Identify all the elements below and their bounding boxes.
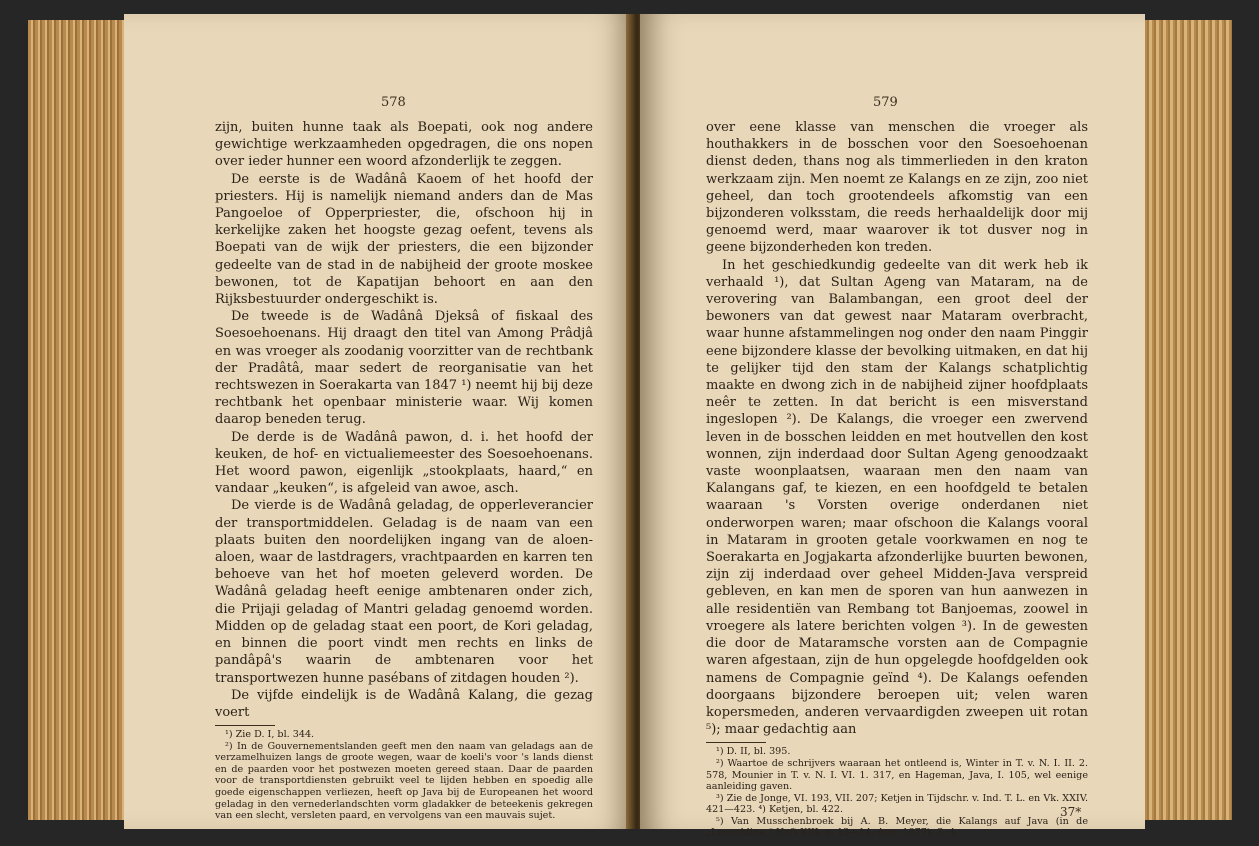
paragraph: De derde is de Wadânâ pawon, d. i. het hoofd der keuken, de hof- en victualiemeester des Soesoehoenans. Het woord pawon, eigenlijk „stookplaats, haard,“ en vandaar „keuken“, is afgeleid van awoe, asch. — [215, 429, 593, 497]
footnote: ⁵) Van Musschenbroek bij A. B. Meyer, die Kalangs auf Java (in de „Leopoldina,“ Heft XIII, n. 13—14, Aug. 1877), S. 4. — [706, 815, 1088, 839]
paragraph: De vierde is de Wadânâ geladag, de opperleverancier der transportmiddelen. Geladag is de naam van een plaats buiten den noordelijken ingang van de aloen-aloen, waar de lastdragers, vrachtpaarden en karren ten behoeve van het hof moeten geleverd worden. De Wadânâ geladag heeft eenige ambtenaren onder zich, die Prijaji geladag of Mantri geladag genoemd worden. Midden op de geladag staat een poort, de Kori geladag, en binnen die poort vindt men rechts en links de pandâpâ's waarin de ambtenaren voor het transportwezen hunne pasébans of zitdagen houden ²). — [215, 498, 593, 686]
footnotes — [215, 729, 593, 822]
page-edges-right — [1142, 20, 1232, 820]
right-text-block — [706, 119, 1088, 839]
paragraph: De vijfde eindelijk is de Wadânâ Kalang, die gezag voert — [215, 687, 593, 720]
page-edges-left — [28, 20, 128, 820]
footnote: ¹) D. II, bl. 395. — [716, 746, 791, 758]
paragraph: De tweede is de Wadânâ Djeksâ of fiskaal des Soesoehoenans. Hij draagt den titel van Among Prâdjâ en was vroeger als zoodanig voorzitter van de rechtbank der Pradâtâ, maar sedert de reorganisatie van het rechtswezen in Soerakarta van 1847 ¹) neemt hij bij deze rechtbank het openbaar ministerie waar. Wij komen daarop beneden terug. — [215, 309, 593, 428]
page-number: 578 — [381, 95, 406, 110]
left-text-block — [215, 119, 593, 822]
footnote: ²) Waartoe de schrijvers waaraan het ontleend is, Winter in T. v. N. I. II. 2. 578, Mounier in T. v. N. I. VI. 1. 317, en Hageman, Java, I. 105, wel eenige aanleiding gaven. — [706, 757, 1088, 793]
footnote-rule — [215, 725, 275, 726]
paragraph: over eene klasse van menschen die vroeger als houthakkers in de bosschen voor den Soesoehoenan dienst deden, thans nog als timmerlieden in den kraton werkzaam zijn. Men noemt ze Kalangs en ze zijn, zoo niet geheel, dan toch grootendeels afkomstig van een bijzonderen volksstam, die reeds herhaaldelijk door mij genoemd werd, maar waarover ik tot dusver nog in geene bijzonderheden kon treden. — [706, 120, 1088, 256]
signature-mark: 37* — [1060, 805, 1082, 819]
footnote-rule — [706, 742, 766, 743]
footnote: ¹) Zie D. I, bl. 344. — [225, 729, 315, 741]
page-number: 579 — [873, 95, 898, 110]
footnote: ²) In de Gouvernementslanden geeft men den naam van geladags aan de verzamelhuizen langs de groote wegen, waar de koeli's voor 's lands dienst en de paarden voor het postwezen moeten gereed staan. Daar de paarden voor de transportdiensten gebruikt veel te lijden hebben en spoedig alle goede eigenschappen verliezen, heeft op Java bij de Europeanen het woord geladag in den vernederlandschten vorm gladakker de beteekenis gekregen van een slecht, versleten paard, en vervolgens van een mauvais sujet. — [215, 740, 593, 822]
footnote: ³) Zie de Jonge, VI. 193, VII. 207; Ketjen in Tijdschr. v. Ind. T. L. en Vk. XXIV. 421—423. ⁴) Ketjen, bl. 422. — [706, 792, 1088, 816]
footnotes — [706, 746, 1088, 839]
paragraph: zijn, buiten hunne taak als Boepati, ook nog andere gewichtige werkzaamheden opgedragen, die ons nopen over ieder hunner een woord afzonderlijk te zeggen. — [215, 120, 593, 170]
paragraph: De eerste is de Wadânâ Kaoem of het hoofd der priesters. Hij is namelijk niemand anders dan de Mas Pangoeloe of Opperpriester, die, ofschoon hij in kerkelijke zaken het hoogste gezag oefent, tevens als Boepati van de wijk der priesters, die een bijzonder gedeelte van de stad in de nabijheid der groote moskee bewonen, tot de Kapatijan behoort en aan den Rijksbestuurder ondergeschikt is. — [215, 171, 593, 308]
paragraph: In het geschiedkundig gedeelte van dit werk heb ik verhaald ¹), dat Sultan Ageng van Mataram, na de verovering van Balambangan, een groot deel der bewoners van dat gewest naar Mataram overbracht, waar hunne afstammelingen nog onder den naam Pinggir eene bijzondere klasse der bevolking uitmaken, en dat hij te gelijker tijd den stam der Kalangs schatplichtig maakte en dwong zich in de nabijheid zijner hoofdplaats neêr te zetten. In dat bericht is een misverstand ingeslopen ²). De Kalangs, die vroeger een zwervend leven in de bosschen leidden en met houtvellen den kost wonnen, zijn inderdaad door Sultan Ageng genoodzaakt vaste woonplaatsen, waaraan men den naam van Kalangans gaf, te kiezen, en een hoofdgeld te betalen waaraan 's Vorsten overige onderdanen niet onderworpen waren; maar ofschoon die Kalangs vooral in Mataram in grooten getale voorkwamen en nog te Soerakarta en Jogjakarta afzonderlijke buurten bewonen, zijn zij inderdaad over geheel Midden-Java verspreid gebleven, en kan men de sporen van hun aanwezen in alle residentiën van Rembang tot Banjoemas, zoowel in vroegere als latere berichten volgen ³). In de gewesten die door de Mataramsche vorsten aan de Compagnie waren afgestaan, zijn de hun opgelegde hoofdgelden ook namens de Compagnie geïnd ⁴). De Kalangs oefenden doorgaans bijzondere beroepen uit; velen waren kopersmeden, anderen vervaardigden zweepen uit rotan ⁵); maar gedachtig aan — [706, 257, 1088, 738]
left-page — [124, 14, 634, 829]
right-page — [640, 14, 1145, 839]
